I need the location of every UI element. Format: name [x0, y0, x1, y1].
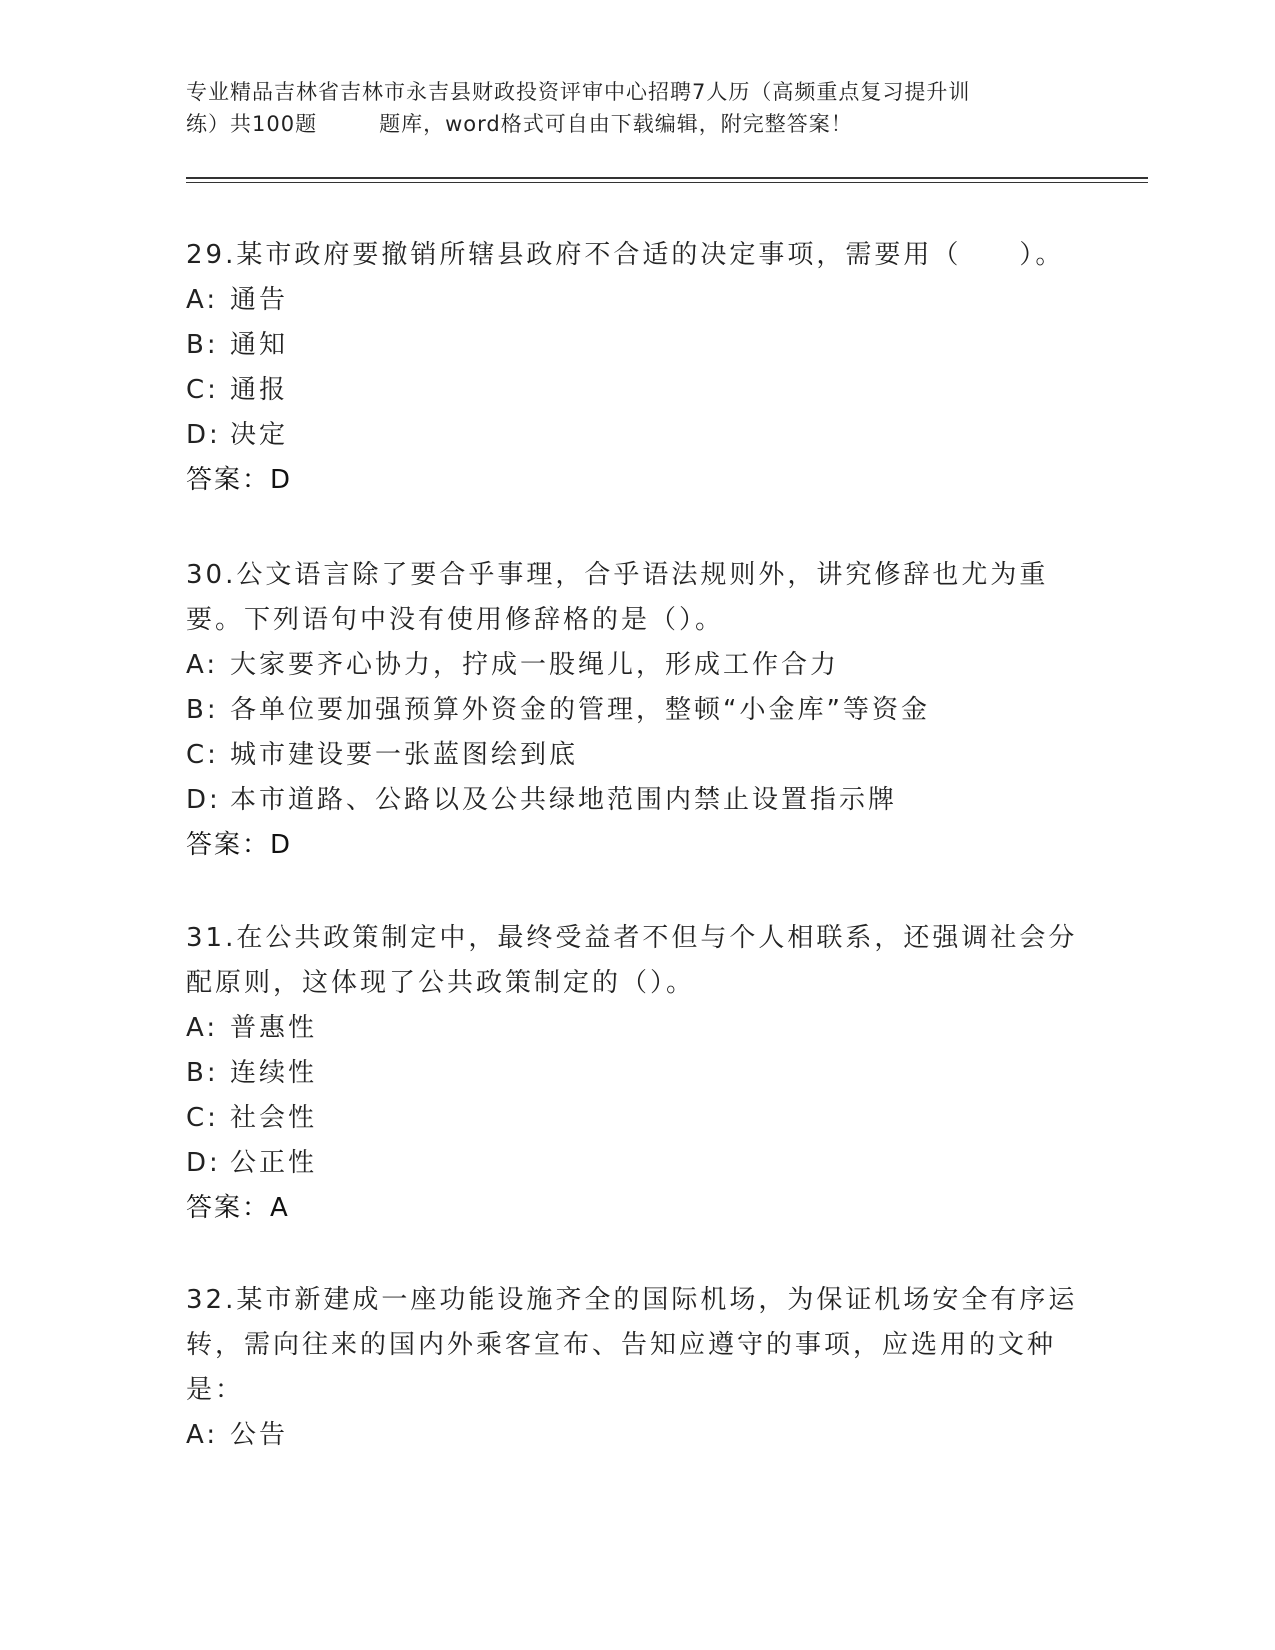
- option-text: 普惠性: [230, 1013, 318, 1043]
- option-text: 决定: [230, 420, 289, 450]
- option-c: [186, 368, 1086, 413]
- question-stem: 32.某市新建成一座功能设施齐全的国际机场，为保证机场安全有序运转，需向往来的国内外乘客宣布、告知应遵守的事项，应选用的文种是：: [186, 1285, 1078, 1405]
- answer-line: 答案：D: [186, 465, 293, 495]
- header-divider-thick: [186, 177, 1148, 179]
- header-line-2-part-1: 练）共100题: [186, 112, 318, 136]
- option-key: A:: [186, 1013, 219, 1043]
- option-c: [186, 733, 1086, 778]
- document-header: [186, 76, 1086, 140]
- header-line-1: 专业精品吉林省吉林市永吉县财政投资评审中心招聘7人历（高频重点复习提升训: [186, 80, 971, 104]
- header-line-2: [186, 108, 1086, 140]
- header-line-2-part-2: 题库，word格式可自由下载编辑，附完整答案！: [379, 112, 853, 136]
- option-c: [186, 1096, 1086, 1141]
- option-text: 公正性: [230, 1148, 318, 1178]
- option-text: 大家要齐心协力，拧成一股绳儿，形成工作合力: [230, 650, 840, 680]
- question-31: [186, 916, 1086, 1231]
- option-text: 通报: [230, 375, 289, 405]
- option-key: A:: [186, 650, 219, 680]
- option-b: [186, 1051, 1086, 1096]
- option-text: 城市建设要一张蓝图绘到底: [230, 740, 579, 770]
- option-key: B:: [186, 695, 219, 725]
- option-text: 各单位要加强预算外资金的管理，整顿“小金库”等资金: [230, 695, 930, 725]
- header-divider-thin: [186, 182, 1148, 183]
- question-29: [186, 233, 1086, 503]
- option-key: C:: [186, 375, 219, 405]
- option-text: 公告: [230, 1420, 289, 1450]
- question-32: [186, 1278, 1086, 1458]
- option-d: [186, 1141, 1086, 1186]
- option-key: A:: [186, 1420, 219, 1450]
- option-b: [186, 323, 1086, 368]
- option-key: A:: [186, 285, 219, 315]
- option-text: 通知: [230, 330, 289, 360]
- option-d: [186, 413, 1086, 458]
- option-key: B:: [186, 330, 219, 360]
- option-key: D:: [186, 420, 221, 450]
- question-30: [186, 553, 1086, 868]
- answer-line: 答案：D: [186, 830, 293, 860]
- option-a: [186, 643, 1086, 688]
- option-text: 连续性: [230, 1058, 318, 1088]
- option-key: D:: [186, 1148, 221, 1178]
- option-d: [186, 778, 1086, 823]
- option-text: 本市道路、公路以及公共绿地范围内禁止设置指示牌: [230, 785, 898, 815]
- option-a: [186, 278, 1086, 323]
- question-stem: 31.在公共政策制定中，最终受益者不但与个人相联系，还强调社会分配原则，这体现了公共政策制定的（）。: [186, 923, 1078, 998]
- option-key: C:: [186, 740, 219, 770]
- answer-line: 答案：A: [186, 1193, 290, 1223]
- option-key: D:: [186, 785, 221, 815]
- option-text: 通告: [230, 285, 289, 315]
- question-stem: 30.公文语言除了要合乎事理，合乎语法规则外，讲究修辞也尤为重要。下列语句中没有使用修辞格的是（）。: [186, 560, 1049, 635]
- option-text: 社会性: [230, 1103, 318, 1133]
- option-key: C:: [186, 1103, 219, 1133]
- option-a: [186, 1006, 1086, 1051]
- option-key: B:: [186, 1058, 219, 1088]
- option-a: [186, 1413, 1086, 1458]
- option-b: [186, 688, 1086, 733]
- question-stem: 29.某市政府要撤销所辖县政府不合适的决定事项，需要用（ ）。: [186, 240, 1065, 270]
